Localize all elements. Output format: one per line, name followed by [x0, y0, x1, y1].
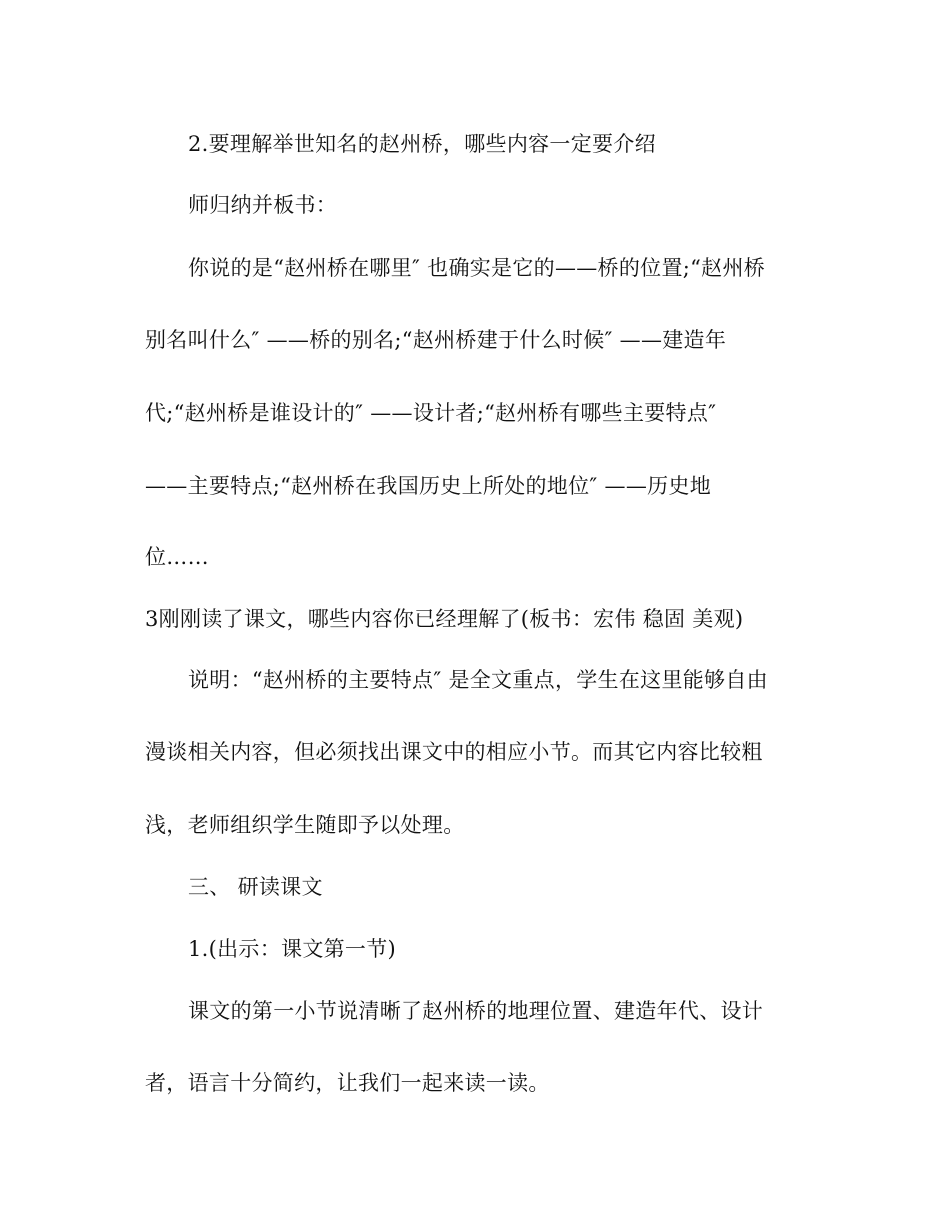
item-1-line-1: 课文的第一小节说清晰了赵州桥的地理位置、建造年代、设计 [188, 999, 764, 1023]
explanation-line-1: 说明：“赵州桥的主要特点″ 是全文重点，学生在这里能够自由 [188, 668, 768, 692]
paragraph-line-2: 别名叫什么″ ——桥的别名;“赵州桥建于什么时候″ ——建造年 [145, 328, 727, 352]
paragraph-question-3: 3刚刚读了课文，哪些内容你已经理解了(板书：宏伟 稳固 美观) [145, 607, 744, 631]
paragraph-teacher-summary: 师归纳并板书： [188, 193, 338, 217]
paragraph-question-2: 2.要理解举世知名的赵州桥，哪些内容一定要介绍 [188, 132, 656, 156]
paragraph-line-3: 代;“赵州桥是谁设计的″ ——设计者;“赵州桥有哪些主要特点″ [145, 401, 717, 425]
explanation-line-2: 漫谈相关内容，但必须找出课文中的相应小节。而其它内容比较粗 [145, 740, 763, 764]
item-1-heading: 1.(出示：课文第一节) [188, 937, 397, 961]
paragraph-line-4: ——主要特点;“赵州桥在我国历史上所处的地位″ ——历史地 [145, 474, 712, 498]
section-heading: 三、 研读课文 [188, 875, 323, 899]
paragraph-line-5: 位…… [145, 545, 209, 569]
item-1-line-2: 者，语言十分简约，让我们一起来读一读。 [145, 1071, 550, 1095]
explanation-line-3: 浅，老师组织学生随即予以处理。 [145, 813, 465, 837]
paragraph-line-1: 你说的是“赵州桥在哪里″ 也确实是它的——桥的位置;“赵州桥 [188, 256, 766, 280]
